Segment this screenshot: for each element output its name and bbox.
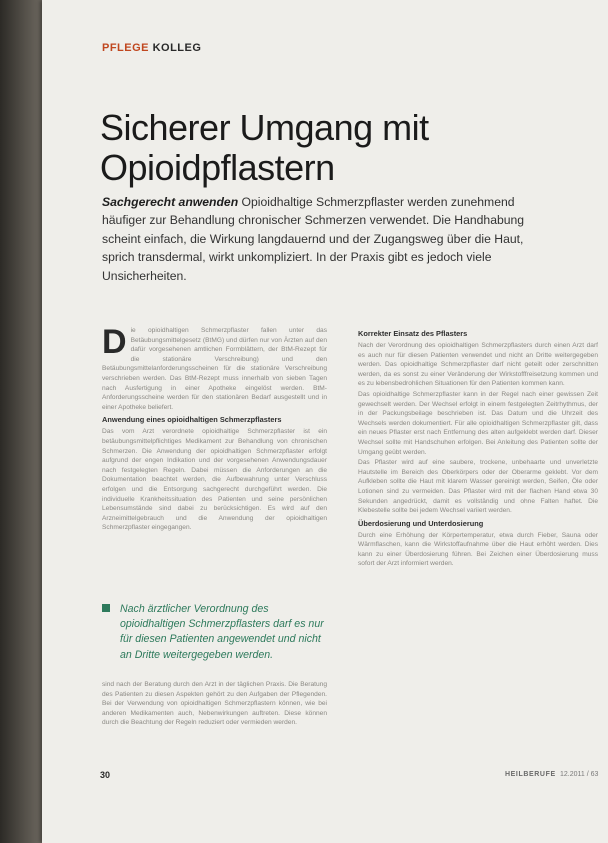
intro-paragraph [102,323,327,412]
right-paragraph-3: Das Pflaster wird auf eine saubere, trockene, unbehaarte und unverletzte Hautstelle im Bereich des Oberkörpers oder der Oberarme geklebt. Vor dem Aufkleben sollte die Haut mit klarem Wasser gereinigt werden, Seifen, Öle oder Lotionen sind zu vermeiden. Das Pflaster wird mit der flachen Hand etwa 30 Sekunden angedrückt, damit es vollständig und ohne Falten haftet. Die Klebestelle sollte bei jedem Wechsel variiert werden. [358,459,598,515]
issue-info: 12.2011 / 63 [560,771,599,778]
section-heading-anwendung: Anwendung eines opioidhaltigen Schmerzpflasters [102,415,282,425]
magazine-name: HEILBERUFE [505,771,556,778]
right-paragraph-2: Das opioidhaltige Schmerzpflaster kann in der Regel nach einer gewissen Zeit gewechselt werden. Der Wechsel erfolgt in einem festgelegten Zeitrhythmus, der in der Packungsbeilage beschrieben ist. Das Datum und die Uhrzeit des Wechsels werden dokumentiert. Für alle opioidhaltigen Schmerzpflaster gilt, dass ein neues Pflaster erst nach Entfernung des alten aufgeklebt werden darf. Dieser Wechsel sollte mit Handschuhen erfolgen. Bei Anleitung des Patienten sollte der Umgang geübt werden. [358,390,598,456]
drop-cap: D [102,323,127,361]
after-quote-paragraph: sind nach der Beratung durch den Arzt in der täglichen Praxis. Die Beratung des Patienten zu diesen Aspekten gehört zu den Aufgaben der Pflegenden. Bei der Verwendung von opioidhaltigen Schmerzpflastern können, wie bei anderen Medikamenten auch, Nebenwirkungen auftreten. Diese können durch die Beachtung der Regeln reduziert oder vermieden werden. [102,681,327,727]
left-column-continued [102,680,327,729]
section-kicker [102,42,201,54]
intro-text: ie opioidhaltigen Schmerzpflaster fallen unter das Betäubungsmittelgesetz (BtMG) und dürfen nur von Ärzten auf den dafür vorgesehenen amtlichen Formblättern, der BtM-Rezept für die stationäre Verschreibung) und den Betäubungsmittelanforderungsscheinen für die stationäre Verschreibung verschrieben werden. Das BtM-Rezept muss innerhalb von sieben Tagen nach Ausfertigung in einer Apotheke eingelöst werden. BtM-Anforderungsscheine werden für den stationären Bedarf ausgestellt und in einer Apotheke beliefert. [102,327,327,411]
pull-quote-text: Nach ärztlicher Verordnung des opioidhaltigen Schmerzpflasters darf es nur für diesen Patienten angewendet und nicht an Dritte weitergegeben werden. [120,603,324,661]
kicker-pflege: PFLEGE [102,42,150,54]
title-line-2: Opioidpflastern [100,147,335,188]
title-line-1: Sicherer Umgang mit [100,107,429,148]
pull-quote [102,602,334,663]
book-spine [0,0,42,843]
section-heading-dosierung: Überdosierung und Unterdosierung [358,518,484,528]
right-paragraph-4: Durch eine Erhöhung der Körpertemperatur, etwa durch Fieber, Sauna oder Wärmflaschen, kann die Wirkstoffaufnahme über die Haut erhöht werden. Dies kann zu einer Überdosierung führen. Bei Zeichen einer Überdosierung muss sofort der Arzt informiert werden. [358,531,598,568]
lead-paragraph [102,193,550,285]
right-paragraph-1: Nach der Verordnung des opioidhaltigen Schmerzpflasters durch einen Arzt darf es auch nur für diesen Patienten verwendet und nicht an Dritte weitergegeben werden. Das opioidhaltige Schmerzpflaster darf nicht geteilt oder zerschnitten werden, da es sonst zu einer Veränderung der Wirkstofffreisetzung kommen und es zu lebensbedrohlichen Situationen für den Patienten kommen kann. [358,342,598,388]
left-column [102,323,327,534]
right-column [358,326,598,570]
section-heading-einsatz: Korrekter Einsatz des Pflasters [358,329,468,338]
lead-bold: Sachgerecht anwenden [102,195,239,209]
article-title [100,108,540,188]
page-number: 30 [100,770,111,780]
quote-square-icon [102,604,110,612]
lead-text: Opioidhaltige Schmerzpflaster werden zunehmend häufiger zur Behandlung chronischer Schmerzen verwendet. Die Handhabung scheint einfach, die Wirkung langdauernd und der Zugangsweg über die Haut, sprich transdermal, wirkt unkompliziert. In der Praxis gibt es jedoch viele Unsicherheiten. [102,195,525,283]
body-paragraph: Das vom Arzt verordnete opioidhaltige Schmerzpflaster ist ein betäubungsmittelpflichtiges Medikament zur Behandlung von chronischen Schmerzen. Die Anwendung der opioidhaltigen Schmerzpflaster erfolgt aufgrund der engen Indikation und der vorgesehenen Anwendungsdauer nach festgelegten Regeln. Dabei müssen die Anforderungen an die Dokumentation beachtet werden, die Aufbewahrung unter Verschluss erfolgen und die Entsorgung sachgerecht durchgeführt werden. Die individuelle Krankheitssituation des Patienten und seine persönlichen Lebensumstände sind dabei zu berücksichtigen. Es wird auf den Arzneimittelgebrauch und die Anwendung der opioidhaltigen Schmerzpflaster eingegangen. [102,428,327,532]
kicker-kolleg: KOLLEG [152,42,202,54]
